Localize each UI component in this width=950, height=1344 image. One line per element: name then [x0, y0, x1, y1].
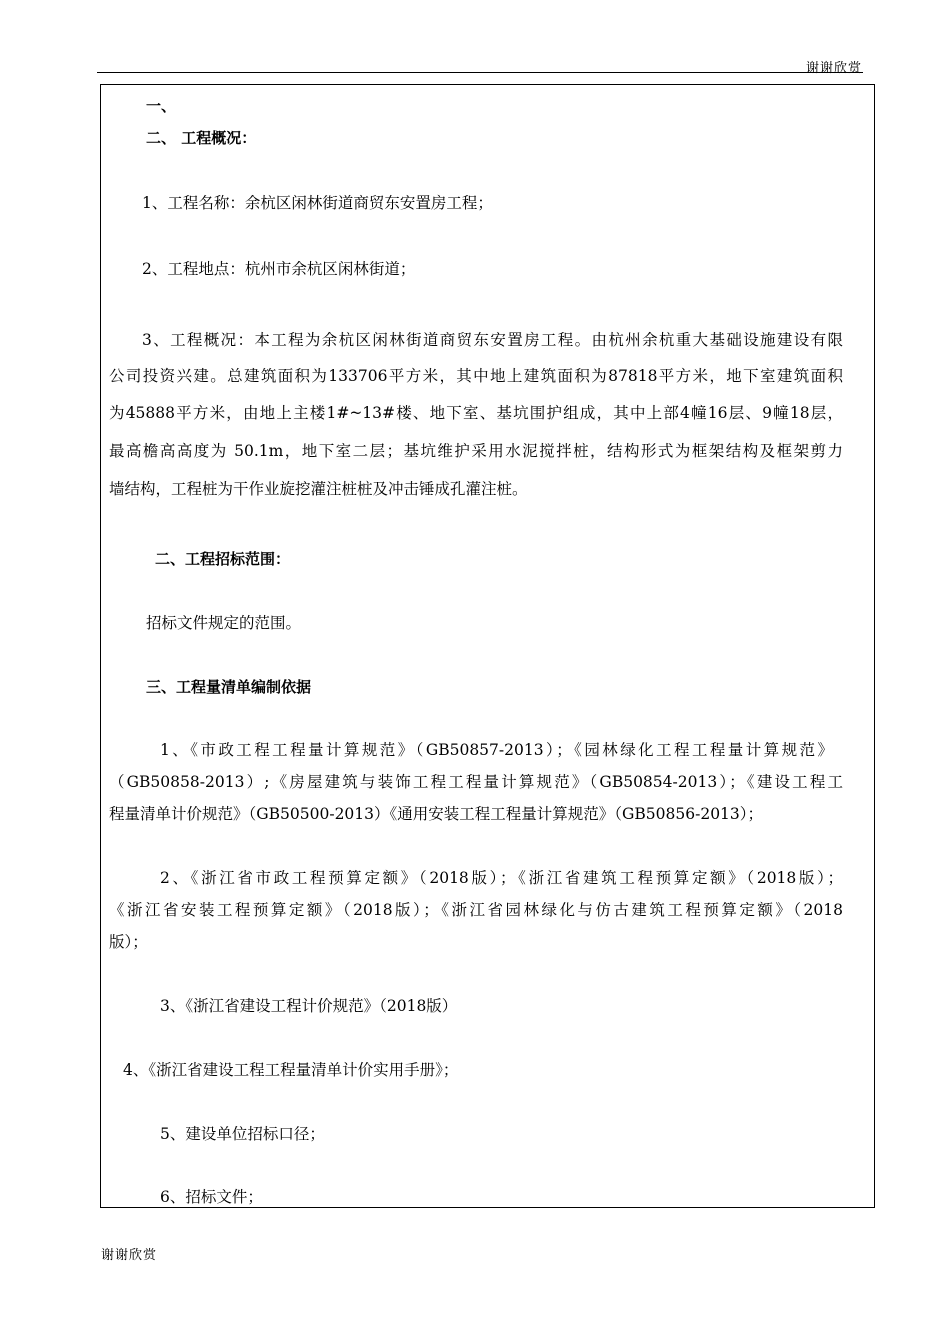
- basis-item-2-line-3: 版）；: [109, 933, 148, 951]
- page-footer-text: 谢谢欣赏: [101, 1248, 158, 1263]
- overview-item-3-line-2: 公司投资兴建。总建筑面积为133706平方米，其中地上建筑面积为87818平方米，地下室建筑面积: [109, 367, 843, 385]
- scope-text: 招标文件规定的范围。: [146, 614, 302, 632]
- scope-heading: 二、工程招标范围：: [155, 550, 291, 568]
- overview-item-3-line-5: 墙结构，工程桩为干作业旋挖灌注桩桩及冲击锤成孔灌注桩。: [109, 480, 528, 498]
- basis-item-2-line-2: 《浙江省安装工程预算定额》（2018版）；《浙江省园林绿化与仿古建筑工程预算定额》（2018: [109, 901, 843, 919]
- page-header-text: 谢谢欣赏: [806, 61, 863, 76]
- basis-item-1-line-3: 程量清单计价规范》（GB50500-2013）《通用安装工程工程量计算规范》（GB50856-2013）；: [109, 805, 764, 823]
- overview-item-2: 2、工程地点：杭州市余杭区闲林街道；: [142, 260, 416, 278]
- basis-item-4: 4、《浙江省建设工程工程量清单计价实用手册》；: [123, 1061, 459, 1079]
- basis-item-6: 6、招标文件；: [160, 1188, 263, 1206]
- line-yi: 一、: [146, 97, 177, 115]
- basis-item-1-line-1: 1、《市政工程工程量计算规范》（GB50857-2013）；《园林绿化工程工程量计算规范》: [160, 741, 833, 759]
- basis-item-2-line-1: 2、《浙江省市政工程预算定额》（2018版）；《浙江省建筑工程预算定额》（2018版）；: [160, 869, 843, 887]
- basis-heading: 三、工程量清单编制依据: [146, 678, 312, 696]
- basis-item-3: 3、《浙江省建设工程计价规范》（2018版）: [160, 997, 458, 1015]
- content-box: [100, 84, 875, 1208]
- overview-item-1: 1、工程名称：余杭区闲林街道商贸东安置房工程；: [142, 194, 493, 212]
- overview-item-3-line-1: 3、工程概况：本工程为余杭区闲林街道商贸东安置房工程。由杭州余杭重大基础设施建设有限: [142, 331, 843, 349]
- overview-item-3-line-4: 最高檐高高度为 50.1m，地下室二层；基坑维护采用水泥搅拌桩，结构形式为框架结构及框架剪力: [109, 442, 843, 460]
- overview-heading: 二、 工程概况：: [146, 129, 257, 147]
- header-rule: [97, 72, 863, 73]
- basis-item-1-line-2: （GB50858-2013）;《房屋建筑与装饰工程工程量计算规范》（GB50854-2013）；《建设工程工: [109, 773, 843, 791]
- basis-item-5: 5、建设单位招标口径；: [160, 1125, 325, 1143]
- overview-item-3-line-3: 为45888平方米，由地上主楼1#~13#楼、地下室、基坑围护组成，其中上部4幢16层、9幢18层，: [109, 404, 843, 422]
